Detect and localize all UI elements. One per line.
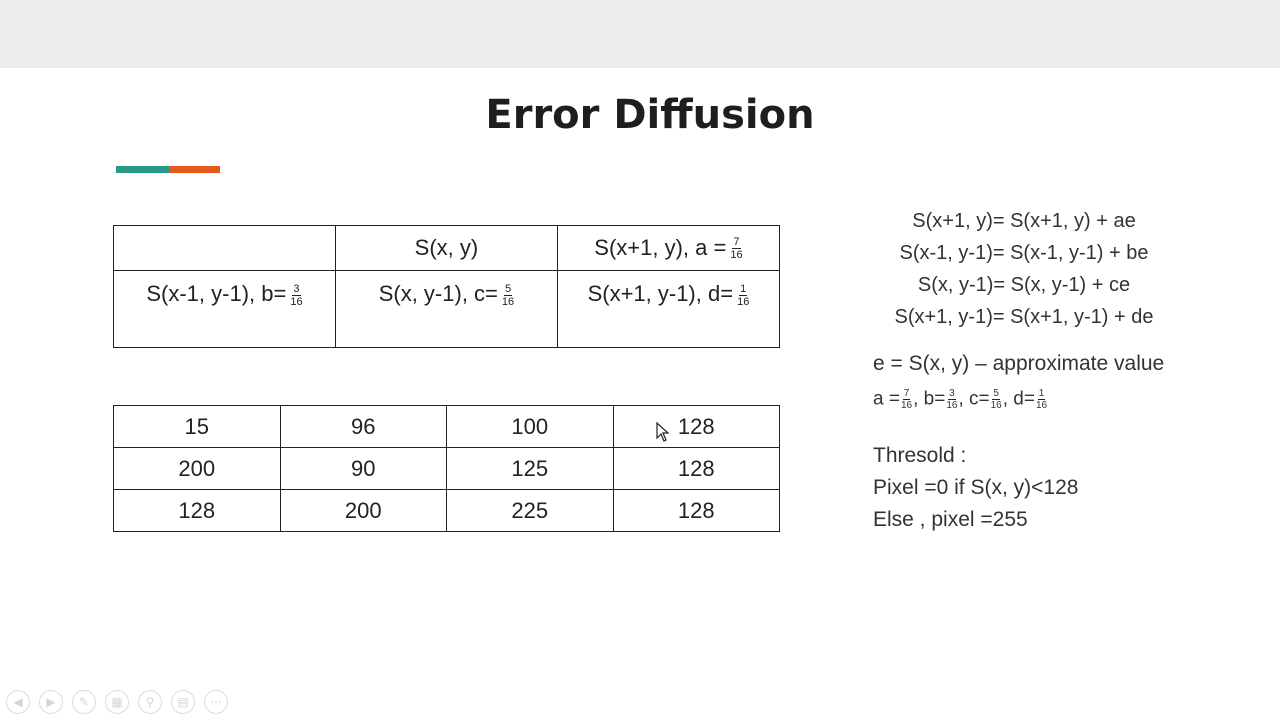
formula-line: S(x-1, y-1)= S(x-1, y-1) + be — [899, 242, 1149, 264]
pixel-cell: 125 — [447, 448, 614, 490]
kernel-row-1 — [114, 226, 780, 271]
kernel-cell-below-left: S(x-1, y-1), b= $\frac{3}{16}$ — [114, 271, 336, 348]
kernel-cell-below-right: S(x+1, y-1), d= $\frac{1}{16}$ — [557, 271, 779, 348]
kernel-row-2 — [114, 271, 780, 348]
prev-icon[interactable]: ◀ — [6, 690, 30, 714]
threshold-heading: Thresold : — [873, 444, 967, 467]
coef-sep: , — [958, 388, 964, 410]
pixel-cell: 15 — [114, 406, 281, 448]
next-icon[interactable]: ▶ — [39, 690, 63, 714]
slideshow-controls — [6, 690, 228, 714]
error-definition: e = S(x, y) – approximate value — [873, 352, 1165, 375]
notes-icon[interactable]: ▤ — [171, 690, 195, 714]
pixel-cell: 128 — [613, 490, 780, 532]
coef-sep: , — [1002, 388, 1009, 410]
coef-sep: , — [913, 388, 919, 410]
coef-label: d= — [1013, 388, 1035, 410]
coef-label: b= — [923, 388, 946, 410]
pixel-cell: 100 — [447, 406, 614, 448]
fraction-a: $\frac{7}{16}$ — [730, 236, 743, 262]
more-icon[interactable]: ⋯ — [204, 690, 228, 714]
coefficient-list — [873, 388, 1048, 411]
coef-fraction: $\frac{1}{16}$ — [1035, 388, 1048, 411]
coef-fraction: $\frac{3}{16}$ — [946, 388, 958, 411]
pixel-cell: 200 — [114, 448, 281, 490]
pixel-cell: 96 — [280, 406, 447, 448]
pixel-cell: 225 — [447, 490, 614, 532]
kernel-cell-below: S(x, y-1), c= $\frac{5}{16}$ — [335, 271, 557, 348]
slide-title: Error Diffusion — [485, 92, 815, 138]
pixel-cell: 200 — [280, 490, 447, 532]
accent-bar-orange — [170, 166, 220, 173]
pixel-row — [114, 490, 780, 532]
kernel-cell-right: S(x+1, y), a = $\frac{7}{16}$ — [557, 226, 779, 271]
pixel-cell: 90 — [280, 448, 447, 490]
top-bar — [0, 0, 1280, 68]
kernel-cell-empty — [114, 226, 336, 271]
pen-icon[interactable]: ✎ — [72, 690, 96, 714]
threshold-block — [873, 440, 1078, 536]
threshold-rule: Else , pixel =255 — [873, 508, 1028, 531]
update-formulas — [860, 205, 1188, 333]
formula-line: S(x+1, y-1)= S(x+1, y-1) + de — [894, 306, 1154, 328]
coef-label: c= — [969, 388, 990, 410]
fraction-d: $\frac{1}{16}$ — [737, 282, 750, 308]
accent-bar-teal — [116, 166, 170, 173]
coef-fraction: $\frac{5}{16}$ — [990, 388, 1002, 411]
pixel-row — [114, 406, 780, 448]
kernel-table — [113, 225, 780, 348]
fraction-b: $\frac{3}{16}$ — [290, 282, 303, 308]
formula-line: S(x, y-1)= S(x, y-1) + ce — [917, 274, 1131, 296]
zoom-icon[interactable]: ⚲ — [138, 690, 162, 714]
pixel-cell: 128 — [613, 448, 780, 490]
kernel-cell-current: S(x, y) — [335, 226, 557, 271]
fraction-c: $\frac{5}{16}$ — [501, 282, 515, 308]
coef-fraction: $\frac{7}{16}$ — [900, 388, 913, 411]
pixel-cell: 128 — [114, 490, 281, 532]
pixel-cell: 128 — [613, 406, 780, 448]
formula-line: S(x+1, y)= S(x+1, y) + ae — [912, 210, 1136, 232]
coef-label: a = — [873, 388, 900, 410]
pixel-row — [114, 448, 780, 490]
slides-icon[interactable]: ▦ — [105, 690, 129, 714]
threshold-rule: Pixel =0 if S(x, y)<128 — [873, 476, 1079, 499]
pixel-table — [113, 405, 780, 532]
